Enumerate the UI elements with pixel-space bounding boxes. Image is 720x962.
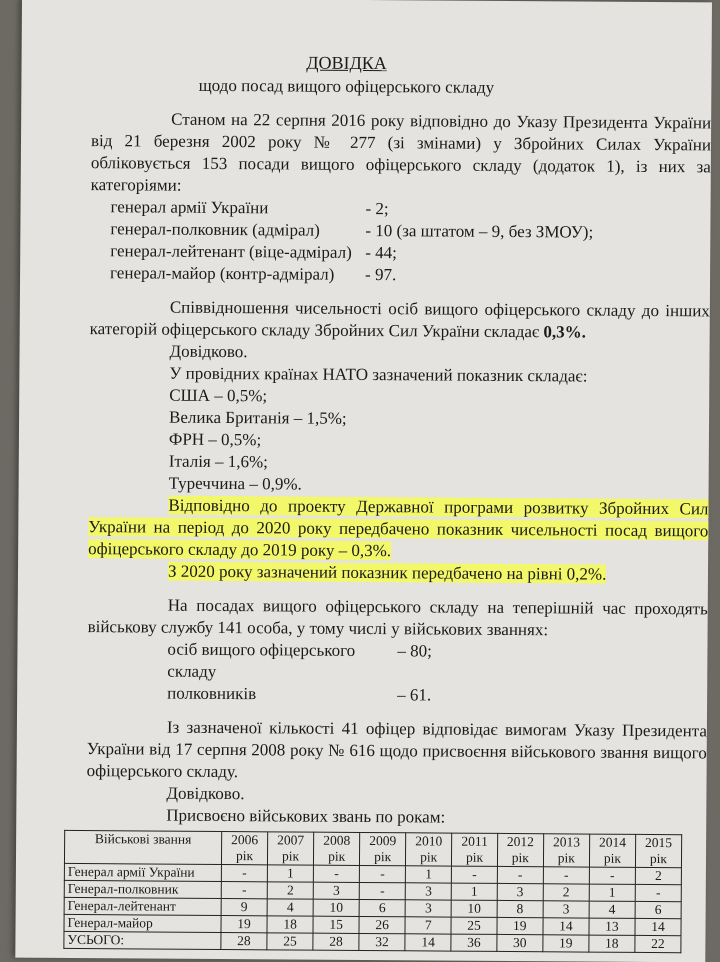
table-value-cell: - <box>497 866 543 883</box>
nato-country-item: Велика Британія – 1,5%; <box>169 407 347 428</box>
serving-name: осіб вищого офіцерського складу <box>167 639 356 681</box>
category-list <box>90 196 711 288</box>
category-count: - 44; <box>365 242 397 263</box>
highlighted-2020-text: З 2020 року зазначений показник передбачено на рівні 0,2%. <box>167 561 607 584</box>
table-header-row <box>64 830 681 867</box>
category-name: генерал-полковник (адмірал) <box>110 219 320 240</box>
table-value-cell: - <box>313 865 359 882</box>
table-value-cell: 32 <box>359 933 405 950</box>
table-value-cell: 36 <box>451 934 497 951</box>
nato-country-item: Туреччина – 0,9%. <box>168 473 302 494</box>
table-value-cell: 13 <box>589 918 635 935</box>
serving-name: полковників <box>167 683 257 704</box>
table-value-cell: 1 <box>451 883 497 900</box>
table-value-cell: - <box>221 865 267 882</box>
table-row <box>64 931 681 952</box>
table-value-cell: 1 <box>267 865 313 882</box>
table-value-cell: 3 <box>405 900 451 917</box>
table-value-cell: 15 <box>313 916 359 933</box>
table-value-cell: 3 <box>313 882 359 899</box>
reference-label: Довідково. <box>169 341 248 362</box>
reference-label-2: Довідково. <box>166 783 245 804</box>
table-value-cell: 25 <box>451 917 497 934</box>
table-value-cell: - <box>359 882 405 899</box>
table-value-cell: 6 <box>635 901 681 918</box>
table-value-cell: 19 <box>497 917 543 934</box>
serving-count: – 61. <box>397 685 432 705</box>
table-rank-cell: Генерал-майор <box>64 914 221 932</box>
table-value-cell: 18 <box>267 916 313 933</box>
table-header-year: 2014 рік <box>589 834 635 867</box>
nato-list <box>169 385 710 499</box>
ranks-by-year-table <box>63 830 682 953</box>
table-header-year: 2006 рік <box>221 832 267 865</box>
table-value-cell: 6 <box>359 899 405 916</box>
highlighted-program-text: Відповідно до проекту Державної програми розвитку Збройних Сил України на період до 2020 року передбачено показник чисельності посад вищого офіцерського складу до 2019 року – 0,3%. <box>88 495 709 561</box>
table-value-cell: - <box>635 884 681 901</box>
table-value-cell: - <box>589 867 635 884</box>
table-value-cell: 30 <box>497 934 543 951</box>
table-value-cell: 7 <box>405 917 451 934</box>
table-value-cell: 3 <box>405 883 451 900</box>
table-value-cell: 1 <box>406 866 452 883</box>
table-value-cell: 3 <box>497 883 543 900</box>
table-value-cell: - <box>452 866 498 883</box>
paragraph-2 <box>90 296 710 344</box>
table-value-cell: 26 <box>359 916 405 933</box>
table-header-year: 2008 рік <box>314 832 360 865</box>
table-value-cell: - <box>221 882 267 899</box>
serving-row <box>167 683 707 709</box>
table-value-cell: 10 <box>313 899 359 916</box>
category-count: - 10 (за штатом – 9, без ЗМОУ); <box>365 220 594 242</box>
table-value-cell: 1 <box>589 884 635 901</box>
category-count: - 97. <box>365 264 397 285</box>
table-header-year: 2010 рік <box>406 833 452 866</box>
paragraph-6: Із зазначеної кількості 41 офіцер відповідає вимогам Указу Президента України від 17 серпня 2008 року № 616 щодо присвоєння військового звання вищого офіцерського складу. <box>86 717 707 782</box>
table-rank-cell: Генерал-лейтенант <box>64 897 221 915</box>
nato-country-item: ФРН – 0,5%; <box>168 429 262 450</box>
table-value-cell: 10 <box>451 900 497 917</box>
paragraph-3 <box>88 494 708 564</box>
table-value-cell: 28 <box>221 933 267 950</box>
nato-country-item: США – 0,5%; <box>169 385 268 406</box>
table-intro: Присвоєно військових звань по рокам: <box>166 805 446 827</box>
category-count: - 2; <box>365 198 389 219</box>
table-value-cell: 2 <box>543 884 589 901</box>
table-header-year: 2011 рік <box>452 833 498 866</box>
category-name: генерал-лейтенант (віце-адмірал) <box>110 241 352 262</box>
table-header-year: 2013 рік <box>543 834 589 867</box>
table-value-cell: 25 <box>267 933 313 950</box>
table-value-cell: 19 <box>543 935 589 952</box>
table-header-rank: Військові звання <box>64 830 221 864</box>
table-value-cell: - <box>543 867 589 884</box>
paragraph-1: Станом на 22 серпня 2016 року відповідно до Указу Президента України від 21 березня 2002 року № 277 (зі змінами) у Збройних Силах України обліковується 153 посади вищого офіцерського складу (додаток 1), із них за категоріями: <box>90 109 712 195</box>
table-body <box>64 863 682 952</box>
paragraph-4 <box>168 561 708 587</box>
table-header-year: 2007 рік <box>268 832 314 865</box>
table-value-cell: 4 <box>589 901 635 918</box>
document-subtitle: щодо посад вищого офіцерського складу <box>198 75 495 97</box>
nato-country-item: Італія – 1,6%; <box>168 451 268 472</box>
paragraph-2-text: Співвідношення чисельності осіб вищого офіцерського складу до інших категорій офіцерського складу Збройних Сил України складає <box>89 297 710 342</box>
table-value-cell: 19 <box>221 916 267 933</box>
ratio-value: 0,3%. <box>543 322 587 342</box>
table-header-year: 2009 рік <box>360 832 406 865</box>
table-value-cell: 14 <box>405 934 451 951</box>
paragraph-5: На посадах вищого офіцерського складу на теперішній час проходять військову службу 141 особа, у тому числі у військових званнях: <box>87 595 708 640</box>
table-value-cell: 18 <box>589 935 635 952</box>
table-value-cell: - <box>359 865 405 882</box>
document-page <box>15 0 712 962</box>
table-value-cell: 4 <box>267 899 313 916</box>
category-name: генерал армії України <box>110 197 269 218</box>
table-value-cell: 28 <box>313 933 359 950</box>
nato-intro: У провідних країнах НАТО зазначений показник складає: <box>169 363 588 386</box>
document-body <box>67 50 712 953</box>
serving-row <box>167 639 707 687</box>
table-rank-cell: Генерал армії України <box>64 863 221 881</box>
table-value-cell: 3 <box>543 901 589 918</box>
table-rank-cell: УСЬОГО: <box>64 931 221 949</box>
table-value-cell: 14 <box>543 918 589 935</box>
table-value-cell: 22 <box>635 935 681 952</box>
table-value-cell: 14 <box>635 918 681 935</box>
table-value-cell: 2 <box>635 867 681 884</box>
table-value-cell: 2 <box>267 882 313 899</box>
table-rank-cell: Генерал-полковник <box>64 880 221 898</box>
serving-count: – 80; <box>397 641 433 661</box>
category-name: генерал-майор (контр-адмірал) <box>110 263 335 284</box>
category-row <box>110 262 710 288</box>
table-value-cell: 9 <box>221 899 267 916</box>
serving-list <box>87 638 707 708</box>
document-title: ДОВІДКА <box>306 52 387 74</box>
table-header-year: 2015 рік <box>635 834 681 867</box>
table-header-year: 2012 рік <box>497 833 543 866</box>
table-value-cell: 8 <box>497 900 543 917</box>
